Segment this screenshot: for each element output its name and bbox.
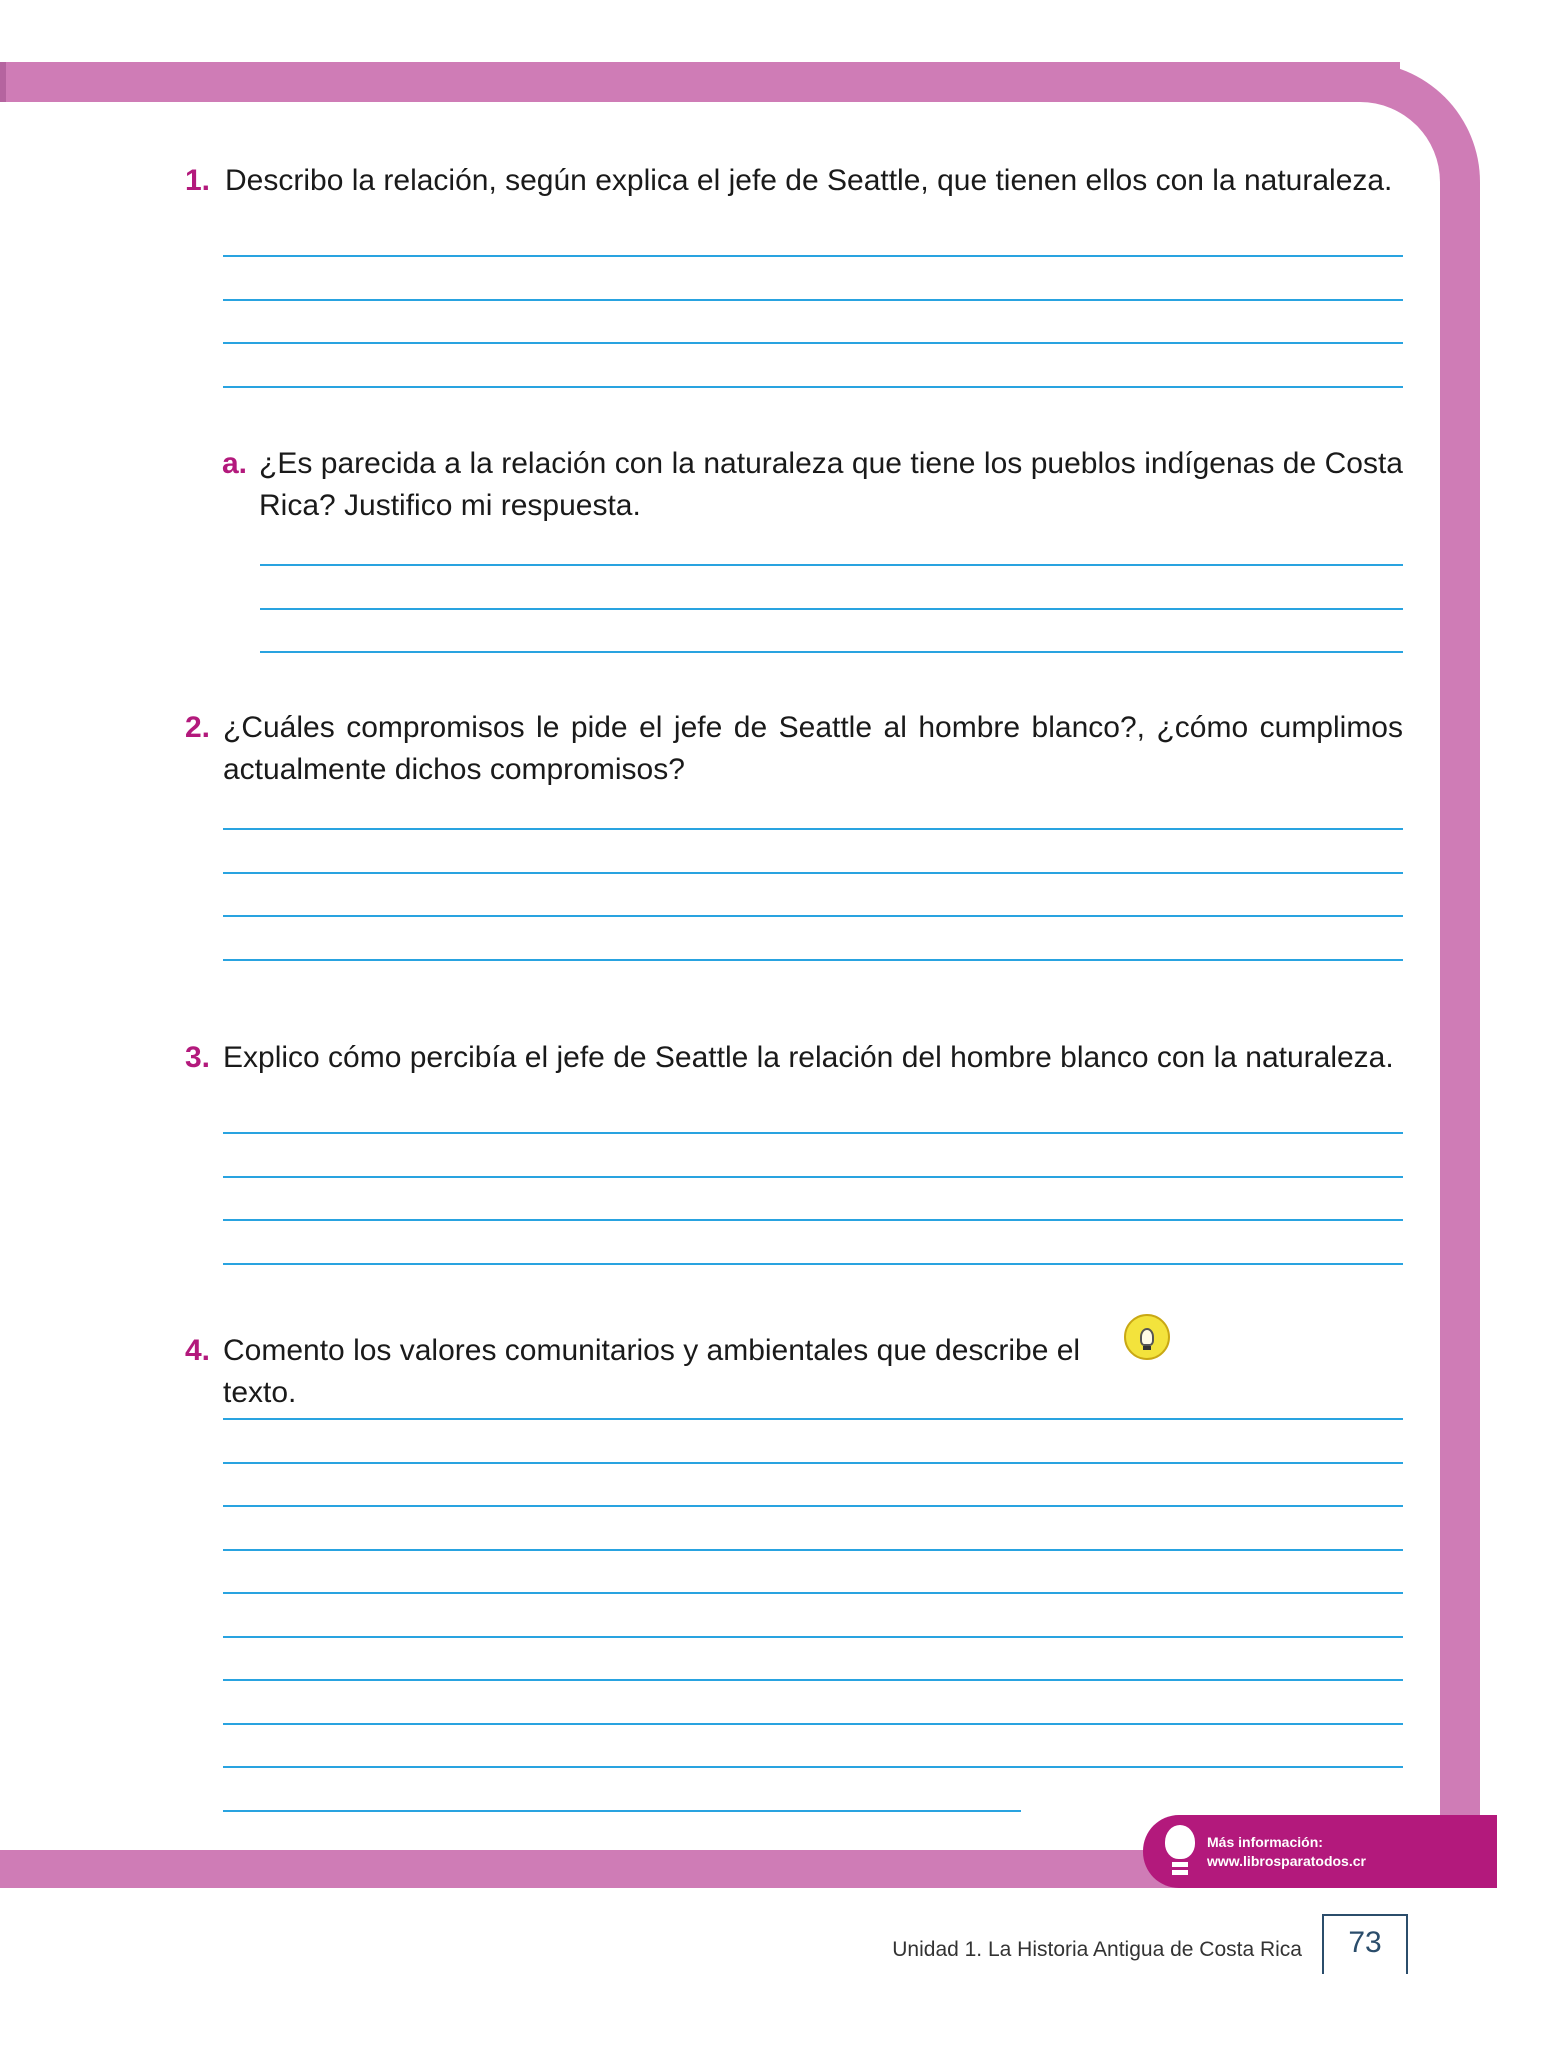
answer-line[interactable] [223, 1723, 1403, 1725]
answer-lines-3[interactable] [223, 1132, 1403, 1306]
question-letter: a. [222, 447, 248, 480]
answer-line[interactable] [223, 299, 1403, 301]
answer-line[interactable] [223, 1418, 1403, 1420]
more-info-title: Más información: [1207, 1834, 1323, 1850]
question-3 [185, 1037, 1405, 1079]
answer-line[interactable] [223, 386, 1403, 388]
answer-line[interactable] [223, 1132, 1403, 1134]
answer-line[interactable] [223, 342, 1403, 344]
answer-lines-1a[interactable] [260, 564, 1403, 695]
page-number: 73 [1322, 1914, 1408, 1974]
footer-unit-title: Unidad 1. La Historia Antigua de Costa Rica [892, 1938, 1302, 1961]
question-text: Comento los valores comunitarios y ambientales que describe el texto. [223, 1334, 1081, 1409]
more-info-url[interactable]: www.librosparatodos.cr [1207, 1853, 1366, 1869]
answer-line[interactable] [223, 1810, 1021, 1812]
answer-line[interactable] [223, 1636, 1403, 1638]
answer-lines-2[interactable] [223, 828, 1403, 1002]
lightbulb-icon [1165, 1825, 1195, 1879]
question-text: ¿Cuáles compromisos le pide el jefe de Seattle al hombre blanco?, ¿cómo cumplimos actualmente dichos compromisos? [223, 711, 1403, 786]
answer-line[interactable] [223, 872, 1403, 874]
answer-lines-1[interactable] [223, 255, 1403, 429]
question-1 [185, 160, 1405, 202]
answer-line[interactable] [260, 564, 1403, 566]
page-frame-top [0, 62, 1400, 102]
answer-line[interactable] [223, 1679, 1403, 1681]
answer-line[interactable] [223, 1549, 1403, 1551]
page-frame-right [1440, 210, 1480, 1850]
question-number: 2. [185, 711, 211, 744]
question-number: 1. [185, 164, 211, 197]
question-text: Explico cómo percibía el jefe de Seattle la relación del hombre blanco con la naturaleza. [223, 1041, 1394, 1074]
more-info-box [1143, 1815, 1497, 1888]
question-text: ¿Es parecida a la relación con la naturaleza que tiene los pueblos indígenas de Costa Rica? Justifico mi respuesta. [259, 447, 1403, 522]
answer-lines-4[interactable] [223, 1418, 1403, 1853]
answer-line[interactable] [260, 608, 1403, 610]
answer-line[interactable] [223, 959, 1403, 961]
question-2 [185, 707, 1403, 791]
answer-line[interactable] [223, 1219, 1403, 1221]
answer-line[interactable] [260, 651, 1403, 653]
answer-line[interactable] [223, 1592, 1403, 1594]
question-4 [185, 1330, 1125, 1414]
lightbulb-icon [1124, 1314, 1170, 1360]
answer-line[interactable] [223, 255, 1403, 257]
question-text: Describo la relación, según explica el jefe de Seattle, que tienen ellos con la naturaleza. [225, 164, 1393, 197]
answer-line[interactable] [223, 1176, 1403, 1178]
answer-line[interactable] [223, 1462, 1403, 1464]
answer-line[interactable] [223, 1766, 1403, 1768]
answer-line[interactable] [223, 1505, 1403, 1507]
question-number: 3. [185, 1041, 211, 1074]
answer-line[interactable] [223, 1263, 1403, 1265]
question-number: 4. [185, 1334, 211, 1367]
more-info-label [1207, 1833, 1366, 1871]
question-1a [222, 443, 1403, 527]
answer-line[interactable] [223, 828, 1403, 830]
answer-line[interactable] [223, 915, 1403, 917]
page-frame-left-edge [0, 62, 6, 102]
